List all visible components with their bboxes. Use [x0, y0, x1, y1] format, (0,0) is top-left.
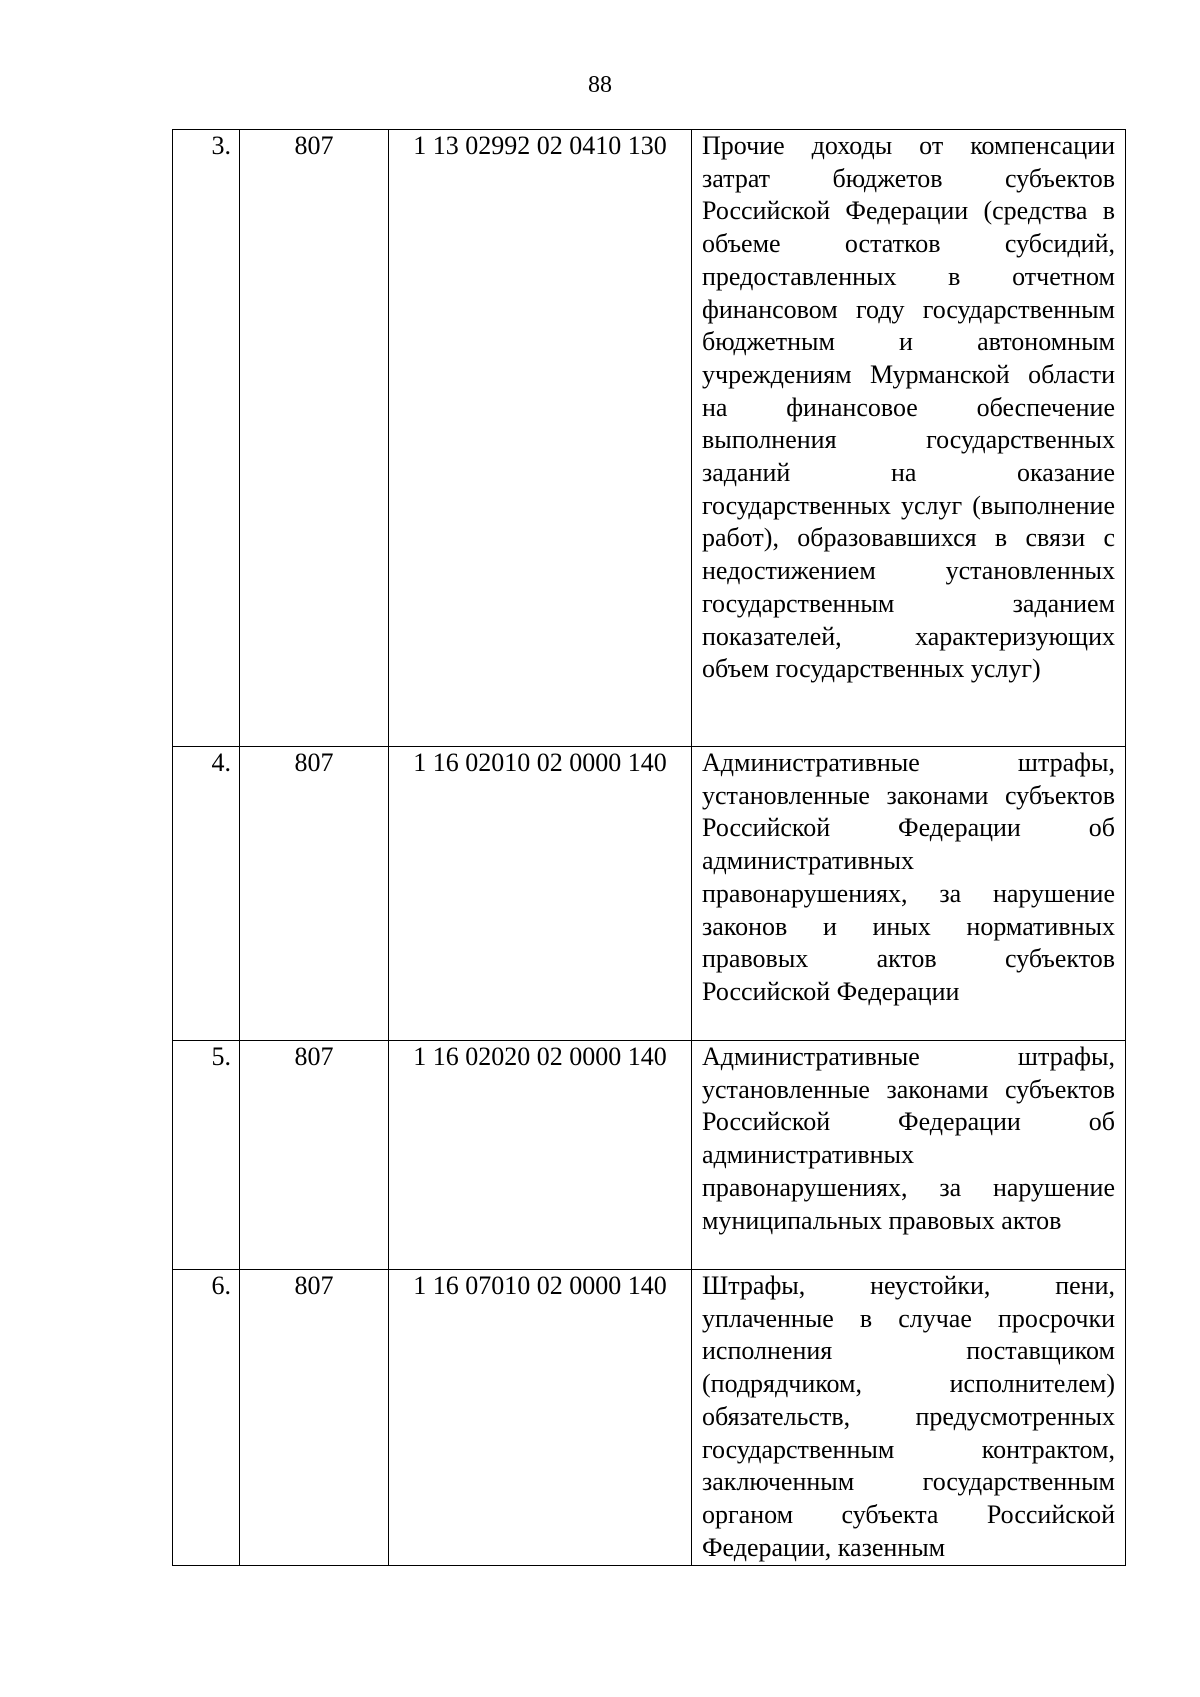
administrator-code: 807 — [240, 130, 389, 747]
administrator-code: 807 — [240, 1041, 389, 1270]
row-number: 6. — [173, 1270, 240, 1566]
budget-classification-code: 1 16 02010 02 0000 140 — [389, 747, 692, 1041]
revenue-codes-table — [172, 129, 1126, 1566]
revenue-description: Административные штрафы, установленные законами субъектов Российской Федерации об административных правонарушениях, за нарушение законов и иных нормативных правовых актов субъектов Российской Федерации — [692, 747, 1126, 1041]
row-number: 5. — [173, 1041, 240, 1270]
page-number: 88 — [588, 72, 612, 98]
row-number: 4. — [173, 747, 240, 1041]
revenue-description: Прочие доходы от компенсации затрат бюджетов субъектов Российской Федерации (средства в объеме остатков субсидий, предоставленных в отчетном финансовом году государственным бюджетным и автономным учреждениям Мурманской области на финансовое обеспечение выполнения государственных заданий на оказание государственных услуг (выполнение работ), образовавшихся в связи с недостижением установленных государственным заданием показателей, характеризующих объем государственных услуг) — [692, 130, 1126, 747]
revenue-description: Административные штрафы, установленные законами субъектов Российской Федерации об административных правонарушениях, за нарушение муниципальных правовых актов — [692, 1041, 1126, 1270]
budget-classification-code: 1 13 02992 02 0410 130 — [389, 130, 692, 747]
table-row — [173, 1041, 1126, 1270]
table-row — [173, 747, 1126, 1041]
administrator-code: 807 — [240, 1270, 389, 1566]
budget-classification-code: 1 16 07010 02 0000 140 — [389, 1270, 692, 1566]
table-row — [173, 1270, 1126, 1566]
row-number: 3. — [173, 130, 240, 747]
administrator-code: 807 — [240, 747, 389, 1041]
budget-classification-code: 1 16 02020 02 0000 140 — [389, 1041, 692, 1270]
table-row — [173, 130, 1126, 747]
revenue-description: Штрафы, неустойки, пени, уплаченные в случае просрочки исполнения поставщиком (подрядчиком, исполнителем) обязательств, предусмотренных государственным контрактом, заключенным государственным органом субъекта Российской Федерации, казенным — [692, 1270, 1126, 1566]
